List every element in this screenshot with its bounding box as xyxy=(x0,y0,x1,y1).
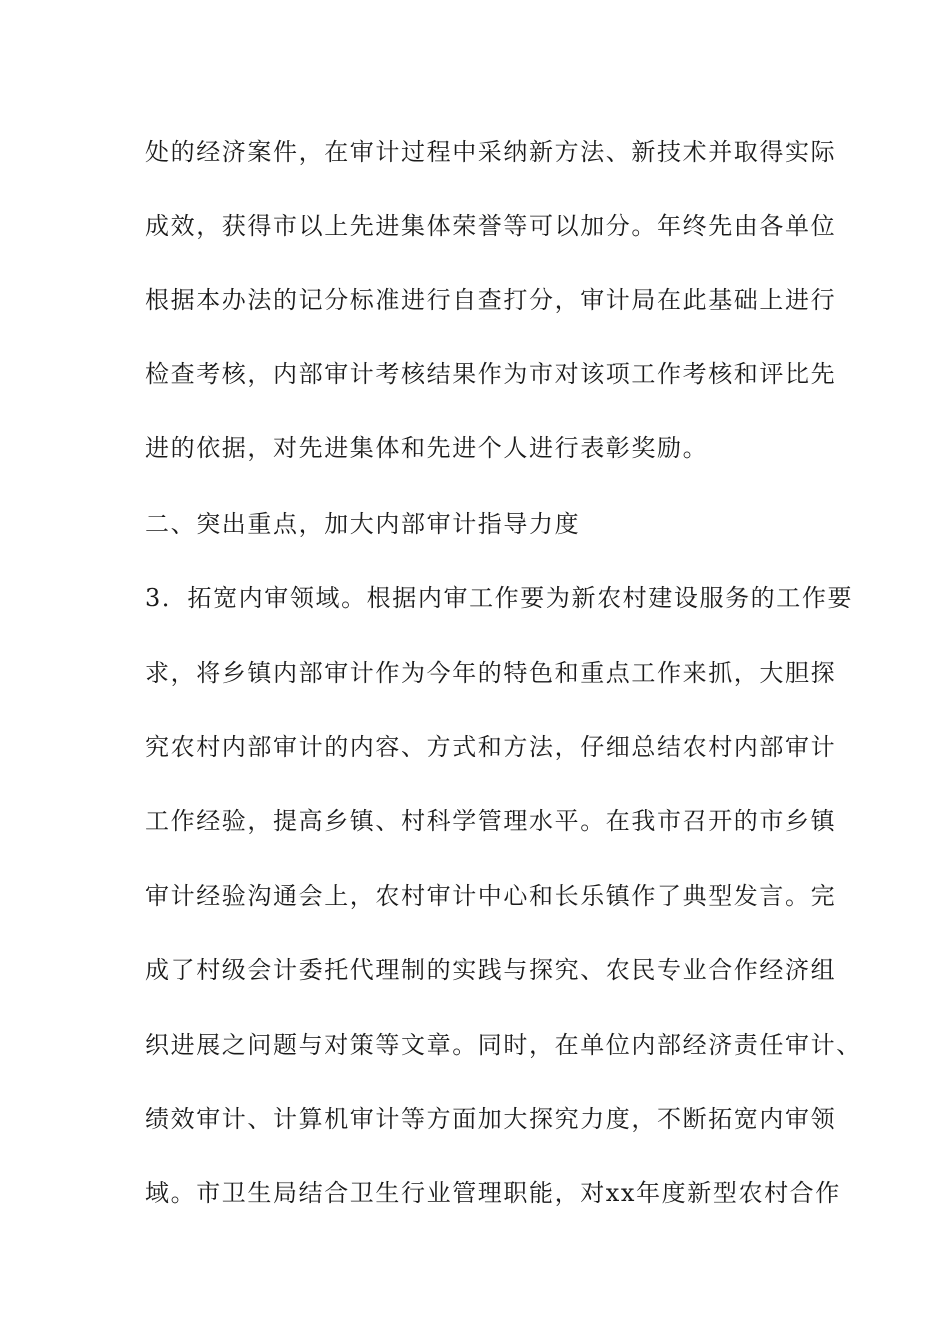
paragraph-line: 根据本办法的记分标准进行自查打分，审计局在此基础上进行 xyxy=(145,286,837,314)
section-heading: 二、突出重点，加大内部审计指导力度 xyxy=(145,510,581,538)
paragraph-line: 处的经济案件，在审计过程中采纳新方法、新技术并取得实际 xyxy=(145,138,837,166)
paragraph-line: 进的依据，对先进集体和先进个人进行表彰奖励。 xyxy=(145,434,709,462)
paragraph-line: 工作经验，提高乡镇、村科学管理水平。在我市召开的市乡镇 xyxy=(145,807,837,835)
paragraph-line: 织进展之问题与对策等文章。同时，在单位内部经济责任审计、 xyxy=(145,1031,862,1059)
paragraph-line: 检查考核，内部审计考核结果作为市对该项工作考核和评比先 xyxy=(145,360,837,388)
paragraph-line: 域。市卫生局结合卫生行业管理职能，对xx年度新型农村合作 xyxy=(145,1179,841,1207)
paragraph-line: 求，将乡镇内部审计作为今年的特色和重点工作来抓，大胆探 xyxy=(145,659,837,687)
paragraph-line: 成了村级会计委托代理制的实践与探究、农民专业合作经济组 xyxy=(145,956,837,984)
paragraph-line: 3．拓宽内审领域。根据内审工作要为新农村建设服务的工作要 xyxy=(145,584,854,612)
paragraph-line: 成效，获得市以上先进集体荣誉等可以加分。年终先由各单位 xyxy=(145,212,837,240)
paragraph-line: 究农村内部审计的内容、方式和方法，仔细总结农村内部审计 xyxy=(145,733,837,761)
paragraph-line: 审计经验沟通会上，农村审计中心和长乐镇作了典型发言。完 xyxy=(145,882,837,910)
paragraph-line: 绩效审计、计算机审计等方面加大探究力度，不断拓宽内审领 xyxy=(145,1105,837,1133)
